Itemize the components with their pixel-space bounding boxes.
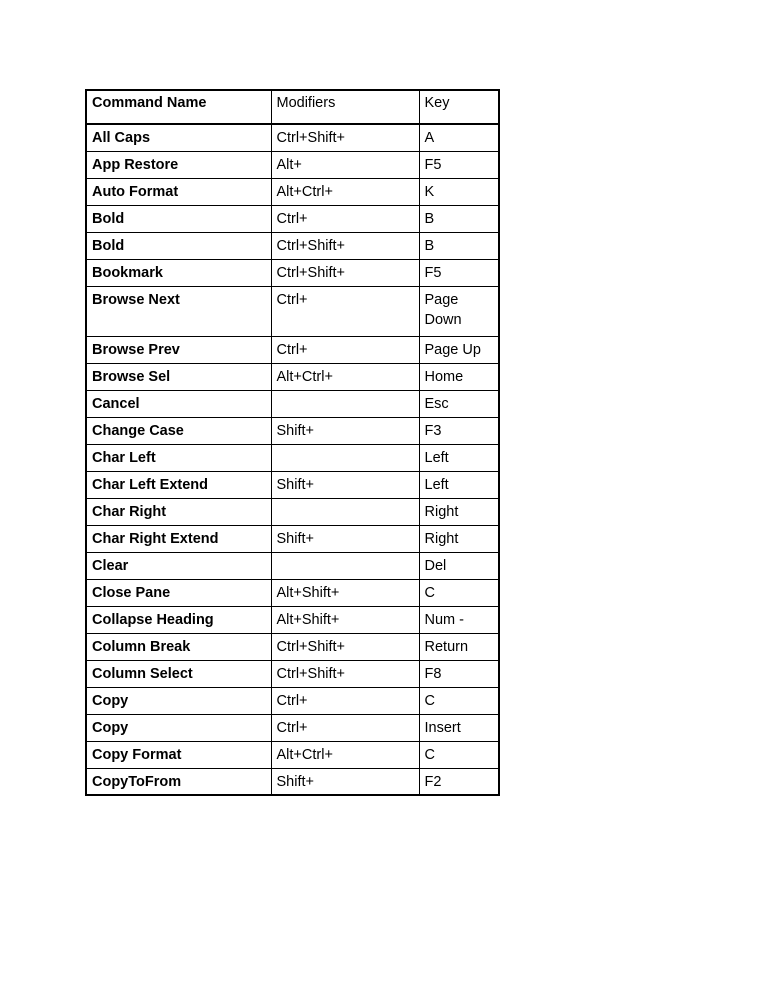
command-cell: Close Pane — [86, 579, 271, 606]
command-cell: All Caps — [86, 124, 271, 151]
table-row — [86, 579, 499, 606]
modifiers-cell: Ctrl+Shift+ — [271, 259, 419, 286]
key-cell: C — [419, 741, 499, 768]
header-command-name: Command Name — [86, 90, 271, 124]
table-row — [86, 336, 499, 363]
table-header-row — [86, 90, 499, 124]
command-cell: Auto Format — [86, 178, 271, 205]
command-cell: Browse Next — [86, 286, 271, 336]
table-row — [86, 178, 499, 205]
table-row — [86, 741, 499, 768]
key-cell: F5 — [419, 151, 499, 178]
command-cell: Bold — [86, 232, 271, 259]
table-body — [86, 124, 499, 795]
table-row — [86, 390, 499, 417]
table-row — [86, 205, 499, 232]
table-row — [86, 124, 499, 151]
table-row — [86, 687, 499, 714]
modifiers-cell: Ctrl+Shift+ — [271, 633, 419, 660]
key-cell: Home — [419, 363, 499, 390]
modifiers-cell: Shift+ — [271, 417, 419, 444]
table-row — [86, 151, 499, 178]
key-cell: K — [419, 178, 499, 205]
modifiers-cell: Shift+ — [271, 768, 419, 795]
command-cell: Browse Prev — [86, 336, 271, 363]
modifiers-cell: Alt+Ctrl+ — [271, 363, 419, 390]
key-cell: Right — [419, 498, 499, 525]
table-row — [86, 714, 499, 741]
command-cell: App Restore — [86, 151, 271, 178]
key-cell: Num - — [419, 606, 499, 633]
command-cell: Bold — [86, 205, 271, 232]
key-cell: Del — [419, 552, 499, 579]
key-cell: Page Up — [419, 336, 499, 363]
modifiers-cell — [271, 498, 419, 525]
table-row — [86, 525, 499, 552]
modifiers-cell — [271, 390, 419, 417]
modifiers-cell: Ctrl+Shift+ — [271, 660, 419, 687]
key-cell: Left — [419, 471, 499, 498]
modifiers-cell: Ctrl+ — [271, 336, 419, 363]
modifiers-cell — [271, 444, 419, 471]
key-cell: Left — [419, 444, 499, 471]
modifiers-cell: Ctrl+ — [271, 286, 419, 336]
table-row — [86, 286, 499, 336]
key-cell: A — [419, 124, 499, 151]
key-cell: Page Down — [419, 286, 499, 336]
command-cell: Copy Format — [86, 741, 271, 768]
command-cell: Copy — [86, 687, 271, 714]
command-cell: Copy — [86, 714, 271, 741]
modifiers-cell: Ctrl+Shift+ — [271, 124, 419, 151]
table-row — [86, 606, 499, 633]
table-row — [86, 633, 499, 660]
modifiers-cell: Alt+Ctrl+ — [271, 741, 419, 768]
table-row — [86, 768, 499, 795]
modifiers-cell: Alt+ — [271, 151, 419, 178]
table-row — [86, 259, 499, 286]
key-cell: Return — [419, 633, 499, 660]
key-cell: Right — [419, 525, 499, 552]
table-row — [86, 363, 499, 390]
key-cell: C — [419, 687, 499, 714]
key-cell: B — [419, 205, 499, 232]
table-row — [86, 660, 499, 687]
modifiers-cell: Alt+Shift+ — [271, 579, 419, 606]
command-cell: Browse Sel — [86, 363, 271, 390]
table-row — [86, 552, 499, 579]
key-cell: C — [419, 579, 499, 606]
modifiers-cell — [271, 552, 419, 579]
command-cell: Bookmark — [86, 259, 271, 286]
key-cell: F8 — [419, 660, 499, 687]
table-row — [86, 471, 499, 498]
shortcut-table — [85, 89, 500, 796]
command-cell: Char Right Extend — [86, 525, 271, 552]
header-key: Key — [419, 90, 499, 124]
table-row — [86, 232, 499, 259]
modifiers-cell: Ctrl+Shift+ — [271, 232, 419, 259]
command-cell: Column Select — [86, 660, 271, 687]
modifiers-cell: Ctrl+ — [271, 687, 419, 714]
command-cell: Char Left Extend — [86, 471, 271, 498]
command-cell: Clear — [86, 552, 271, 579]
key-cell: F5 — [419, 259, 499, 286]
command-cell: Change Case — [86, 417, 271, 444]
modifiers-cell: Ctrl+ — [271, 205, 419, 232]
modifiers-cell: Shift+ — [271, 525, 419, 552]
modifiers-cell: Alt+Shift+ — [271, 606, 419, 633]
table-row — [86, 498, 499, 525]
command-cell: Char Left — [86, 444, 271, 471]
table-row — [86, 444, 499, 471]
command-cell: Cancel — [86, 390, 271, 417]
header-modifiers: Modifiers — [271, 90, 419, 124]
key-cell: Esc — [419, 390, 499, 417]
command-cell: CopyToFrom — [86, 768, 271, 795]
key-cell: F2 — [419, 768, 499, 795]
modifiers-cell: Shift+ — [271, 471, 419, 498]
modifiers-cell: Alt+Ctrl+ — [271, 178, 419, 205]
key-cell: B — [419, 232, 499, 259]
key-cell: Insert — [419, 714, 499, 741]
command-cell: Collapse Heading — [86, 606, 271, 633]
key-cell: F3 — [419, 417, 499, 444]
modifiers-cell: Ctrl+ — [271, 714, 419, 741]
table-row — [86, 417, 499, 444]
command-cell: Char Right — [86, 498, 271, 525]
command-cell: Column Break — [86, 633, 271, 660]
